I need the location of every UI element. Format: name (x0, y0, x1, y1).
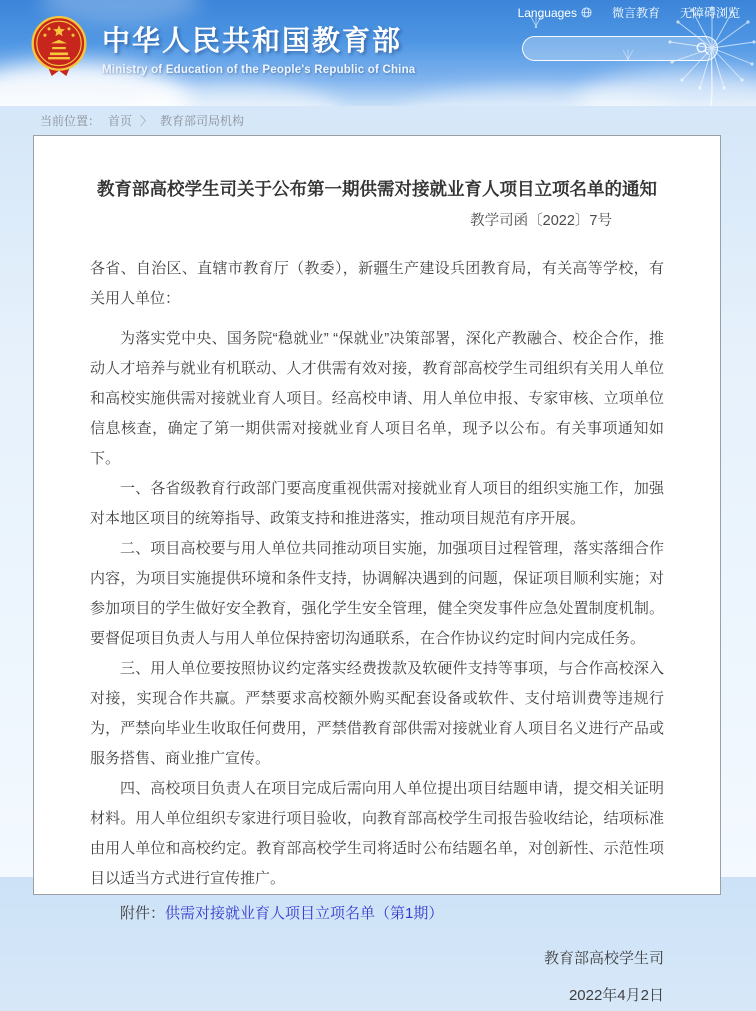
breadcrumb-home[interactable]: 首页 (108, 114, 133, 128)
languages-label: Languages (517, 5, 577, 20)
search-input[interactable] (535, 41, 695, 56)
attachment-line (90, 899, 664, 929)
site-subtitle-en: Ministry of Education of the People's Republic of China (102, 63, 416, 76)
document-paragraph: 四、高校项目负责人在项目完成后需向用人单位提出项目结题申请，提交相关证明材料。用人单位组织专家进行项目验收，向教育部高校学生司报告验收结论，结项标准由用人单位和高校约定。教育部高校学生司将适时公布结题名单，对创新性、示范性项目以适当方式进行宣传推广。 (90, 780, 664, 887)
site-header (0, 0, 756, 106)
document-signature: 教育部高校学生司 (543, 950, 664, 967)
globe-icon (581, 7, 592, 18)
document-paragraph: 一、各省级教育行政部门要高度重视供需对接就业育人项目的组织实施工作，加强对本地区项目的统筹指导、政策支持和推进落实，推动项目规范有序开展。 (90, 480, 664, 527)
attachment-link[interactable]: 供需对接就业育人项目立项名单（第1期） (165, 905, 444, 922)
document-paragraph: 三、用人单位要按照协议约定落实经费拨款及软硬件支持等事项，与合作高校深入对接，实现合作共赢。严禁要求高校额外购买配套设备或软件、支付培训费等违规行为，严禁向毕业生收取任何费用，严禁借教育部供需对接就业育人项目名义进行产品或服务搭售、商业推广宣传。 (90, 660, 664, 767)
languages-link[interactable] (518, 6, 592, 20)
breadcrumb (40, 112, 244, 129)
national-emblem-logo (30, 16, 88, 78)
document-date: 2022年4月2日 (568, 987, 664, 1004)
breadcrumb-separator: 〉 (140, 114, 153, 128)
weixin-education-link[interactable]: 微言教育 (611, 6, 660, 20)
site-brand (30, 16, 415, 78)
site-title: 中华人民共和国教育部 (102, 24, 403, 56)
breadcrumb-section[interactable]: 教育部司局机构 (160, 114, 245, 128)
search-box[interactable] (522, 36, 718, 61)
search-icon[interactable] (695, 41, 710, 56)
document-title: 教育部高校学生司关于公布第一期供需对接就业育人项目立项名单的通知 (97, 179, 657, 199)
breadcrumb-label: 当前位置： (40, 114, 101, 128)
document-paragraph: 二、项目高校要与用人单位共同推动项目实施，加强项目过程管理，落实落细合作内容，为项目实施提供环境和条件支持，协调解决遇到的问题，保证项目顺利实施；对参加项目的学生做好安全教育，强化学生安全管理，健全突发事件应急处置制度机制。要督促项目负责人与用人单位保持密切沟通联系，在合作协议约定时间内完成任务。 (90, 540, 664, 647)
document-number: 教学司函〔2022〕7号 (470, 213, 612, 229)
site-title-block (102, 19, 415, 76)
document-paragraph: 为落实党中央、国务院“稳就业” “保就业”决策部署，深化产教融合、校企合作，推动人才培养与就业有机联动、人才供需有效对接，教育部高校学生司组织有关用人单位和高校实施供需对接就业育人项目。经高校申请、用人单位申报、专家审核、立项单位信息核查，确定了第一期供需对接就业育人项目名单，现予以公布。有关事项通知如下。 (90, 330, 664, 467)
utility-bar (518, 4, 740, 21)
document-panel (33, 135, 721, 1004)
accessibility-link[interactable]: 无障碍浏览 (679, 6, 740, 20)
document-salutation: 各省、自治区、直辖市教育厅（教委），新疆生产建设兵团教育局，有关高等学校，有关用人单位： (90, 260, 664, 307)
attachment-label: 附件： (120, 905, 166, 922)
